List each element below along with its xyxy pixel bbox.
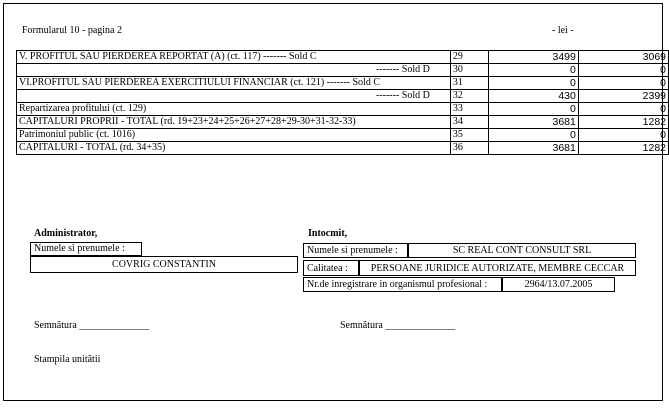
intocmit-quality-value: PERSOANE JURIDICE AUTORIZATE, MEMBRE CECCAR — [359, 260, 636, 276]
table-row — [17, 129, 669, 142]
table-row — [17, 90, 669, 103]
table-row — [17, 103, 669, 116]
form-page-label: Formularul 10 - pagina 2 — [22, 25, 122, 36]
row-value-curr: 0 — [578, 64, 668, 77]
row-value-prev: 0 — [488, 129, 578, 142]
intocmit-signature — [340, 320, 455, 332]
row-value-curr: 1282 — [578, 142, 668, 155]
row-code: 32 — [450, 90, 488, 103]
stamp-label: Stampila unitătii — [34, 354, 101, 365]
intocmit-quality-label: Calitatea : — [303, 260, 359, 276]
row-code: 35 — [450, 129, 488, 142]
row-value-curr: 1282 — [578, 116, 668, 129]
intocmit-name-label: Numele si prenumele : — [303, 243, 408, 258]
row-code: 36 — [450, 142, 488, 155]
admin-signature-line: ______________ — [79, 320, 150, 331]
row-label: V. PROFITUL SAU PIERDEREA REPORTAT (A) (ct. 117) ------- Sold C — [17, 51, 451, 64]
row-value-curr: 0 — [578, 77, 668, 90]
intocmit-reg-value: 2964/13.07.2005 — [502, 277, 615, 292]
row-value-prev: 0 — [488, 64, 578, 77]
currency-label: - lei - — [552, 25, 574, 36]
admin-signature — [34, 320, 149, 332]
row-label: ------- Sold D — [17, 90, 451, 103]
row-value-curr: 0 — [578, 103, 668, 116]
row-value-curr: 2399 — [578, 90, 668, 103]
intocmit-signature-line: ______________ — [385, 320, 456, 331]
row-code: 29 — [450, 51, 488, 64]
row-code: 34 — [450, 116, 488, 129]
row-label: CAPITALURI PROPRII - TOTAL (rd. 19+23+24+25+26+27+28+29-30+31-32-33) — [17, 116, 451, 129]
row-value-prev: 3681 — [488, 142, 578, 155]
admin-name-label: Numele si prenumele : — [30, 242, 142, 256]
administrator-title: Administrator, — [34, 228, 98, 239]
admin-name-value: COVRIG CONSTANTIN — [30, 256, 298, 273]
balance-table — [16, 50, 669, 155]
row-code: 31 — [450, 77, 488, 90]
table-row — [17, 116, 669, 129]
intocmit-signature-label: Semnătura — [340, 320, 383, 331]
row-code: 30 — [450, 64, 488, 77]
table-row — [17, 142, 669, 155]
row-value-prev: 0 — [488, 77, 578, 90]
row-value-curr: 3069 — [578, 51, 668, 64]
intocmit-reg-label: Nr.de inregistrare in organismul profesional : — [303, 277, 502, 292]
row-value-prev: 3499 — [488, 51, 578, 64]
row-label: Repartizarea profitului (ct. 129) — [17, 103, 451, 116]
row-value-prev: 430 — [488, 90, 578, 103]
row-label: VI.PROFITUL SAU PIERDEREA EXERCITIULUI FINANCIAR (ct. 121) ------- Sold C — [17, 77, 451, 90]
row-value-curr: 0 — [578, 129, 668, 142]
row-value-prev: 0 — [488, 103, 578, 116]
intocmit-title: Intocmit, — [308, 228, 348, 239]
row-label: ------- Sold D — [17, 64, 451, 77]
row-label: Patrimoniul public (ct. 1016) — [17, 129, 451, 142]
admin-signature-label: Semnătura — [34, 320, 77, 331]
table-row — [17, 64, 669, 77]
row-code: 33 — [450, 103, 488, 116]
row-label: CAPITALURI - TOTAL (rd. 34+35) — [17, 142, 451, 155]
table-row — [17, 51, 669, 64]
table-row — [17, 77, 669, 90]
row-value-prev: 3681 — [488, 116, 578, 129]
intocmit-name-value: SC REAL CONT CONSULT SRL — [408, 243, 636, 258]
